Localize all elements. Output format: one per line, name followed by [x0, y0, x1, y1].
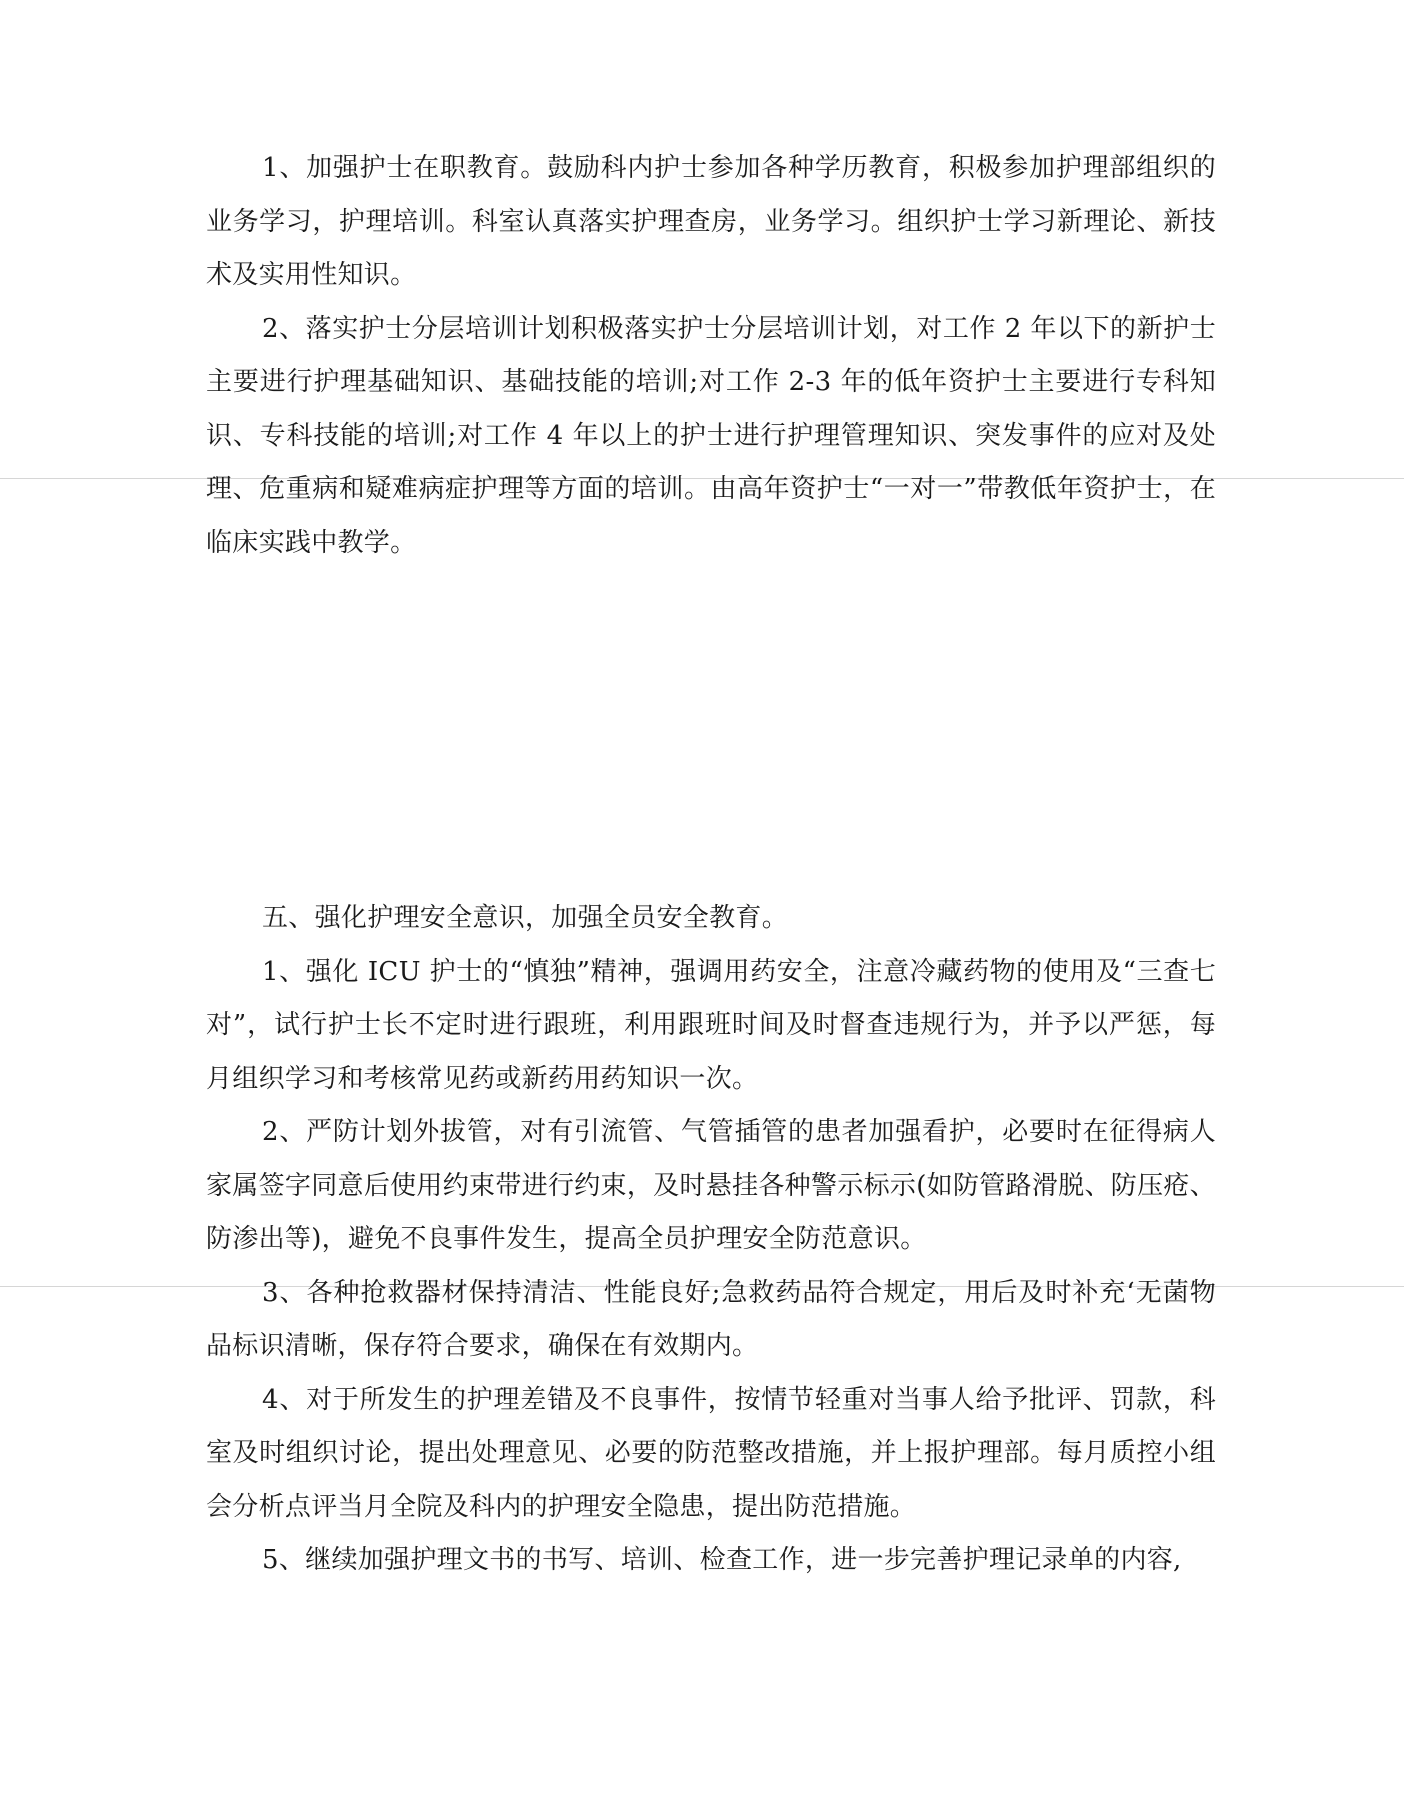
safety-section	[206, 892, 1216, 1588]
paragraph-extubation-prevention: 2、严防计划外拔管，对有引流管、气管插管的患者加强看护，必要时在征得病人家属签字同意后使用约束带进行约束，及时悬挂各种警示标示(如防管路滑脱、防压疮、防渗出等)，避免不良事件发生，提高全员护理安全防范意识。	[206, 1117, 1216, 1254]
paragraph-rescue-equipment: 3、各种抢救器材保持清洁、性能良好;急救药品符合规定，用后及时补充‘无菌物品标识清晰，保存符合要求，确保在有效期内。	[206, 1277, 1216, 1361]
training-section	[206, 142, 1216, 570]
section-heading: 五、强化护理安全意识，加强全员安全教育。	[262, 903, 789, 933]
paragraph-nursing-documents: 5、继续加强护理文书的书写、培训、检查工作，进一步完善护理记录单的内容,	[262, 1545, 1182, 1575]
paragraph-tiered-training: 2、落实护士分层培训计划积极落实护士分层培训计划，对工作 2 年以下的新护士主要进行护理基础知识、基础技能的培训;对工作 2-3 年的低年资护士主要进行专科知识、专科技能的培训;对工作 4 年以上的护士进行护理管理知识、突发事件的应对及处理、危重病和疑难病症护理等方面的培训。由高年资护士“一对一”带教低年资护士，在临床实践中教学。	[206, 313, 1216, 558]
paragraph-inservice-education: 1、加强护士在职教育。鼓励科内护士参加各种学历教育，积极参加护理部组织的业务学习，护理培训。科室认真落实护理查房，业务学习。组织护士学习新理论、新技术及实用性知识。	[206, 153, 1216, 290]
paragraph-adverse-events: 4、对于所发生的护理差错及不良事件，按情节轻重对当事人给予批评、罚款，科室及时组织讨论，提出处理意见、必要的防范整改措施，并上报护理部。每月质控小组会分析点评当月全院及科内的护理安全隐患，提出防范措施。	[206, 1384, 1216, 1522]
paragraph-medication-safety: 1、强化 ICU 护士的“慎独”精神，强调用药安全，注意冷藏药物的使用及“三查七对”，试行护士长不定时进行跟班，利用跟班时间及时督查违规行为，并予以严惩，每月组织学习和考核常见药或新药用药知识一次。	[206, 956, 1216, 1094]
